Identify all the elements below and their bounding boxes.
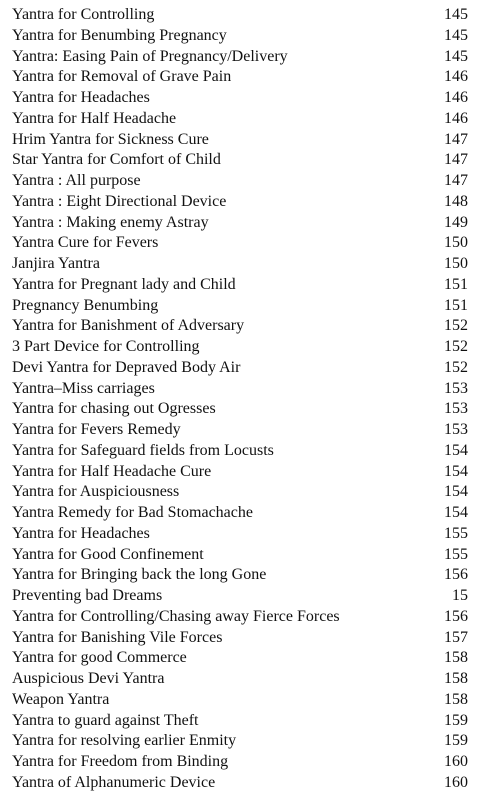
entry-title: Yantra : Eight Directional Device xyxy=(12,192,227,210)
entry-page-number: 145 xyxy=(444,6,468,23)
entry-page-number: 156 xyxy=(444,607,468,625)
toc-entry xyxy=(12,441,468,462)
entry-page-number: 147 xyxy=(444,130,468,148)
entry-title: Yantra for Headaches xyxy=(12,524,150,542)
toc-entry xyxy=(12,213,468,234)
toc-entry xyxy=(12,316,468,337)
toc-entry xyxy=(12,586,468,607)
toc-entry xyxy=(12,379,468,400)
toc-entry xyxy=(12,275,468,296)
entry-page-number: 147 xyxy=(444,172,468,189)
toc-entry xyxy=(12,337,468,358)
entry-page-number: 151 xyxy=(444,275,468,293)
entry-page-number: 154 xyxy=(444,441,468,459)
entry-title: Yantra of Alphanumeric Device xyxy=(12,773,216,791)
toc-entry xyxy=(12,669,468,690)
toc-entry xyxy=(12,607,468,628)
entry-title: Yantra for Half Headache Cure xyxy=(12,462,212,480)
entry-page-number: 154 xyxy=(444,462,468,480)
toc-entry xyxy=(12,462,468,483)
entry-title: Yantra to guard against Theft xyxy=(12,711,199,729)
entry-page-number: 155 xyxy=(444,545,468,563)
entry-page-number: 147 xyxy=(444,151,468,169)
entry-page-number: 159 xyxy=(444,711,468,729)
entry-page-number: 152 xyxy=(444,338,468,355)
entry-title: Yantra for Good Confinement xyxy=(12,545,204,563)
toc-entry xyxy=(12,26,468,47)
entry-page-number: 153 xyxy=(444,379,468,397)
entry-title: Yantra for Freedom from Binding xyxy=(12,753,229,770)
entry-page-number: 156 xyxy=(444,566,468,584)
entry-page-number: 153 xyxy=(444,421,468,438)
entry-page-number: 158 xyxy=(444,690,468,708)
entry-page-number: 15 xyxy=(452,587,468,604)
toc-entry xyxy=(12,503,468,524)
entry-title: Yantra for Banishment of Adversary xyxy=(12,317,245,335)
entry-title: Yantra for Bringing back the long Gone xyxy=(12,566,267,584)
entry-page-number: 158 xyxy=(444,670,468,687)
toc-entry xyxy=(12,254,468,275)
entry-title: Yantra for good Commerce xyxy=(12,649,187,667)
entry-title: Weapon Yantra xyxy=(12,690,110,708)
entry-page-number: 159 xyxy=(444,732,468,750)
toc-entry xyxy=(12,565,468,586)
toc-entry xyxy=(12,88,468,109)
toc-entry xyxy=(12,482,468,503)
toc-entry xyxy=(12,545,468,566)
entry-page-number: 160 xyxy=(444,753,468,770)
toc-entry xyxy=(12,690,468,711)
entry-page-number: 154 xyxy=(444,483,468,501)
entry-page-number: 155 xyxy=(444,524,468,542)
entry-page-number: 146 xyxy=(444,89,468,106)
toc-entry xyxy=(12,47,468,68)
toc-entry xyxy=(12,192,468,213)
entry-title: Yantra for Pregnant lady and Child xyxy=(12,275,236,293)
entry-title: Preventing bad Dreams xyxy=(12,587,163,604)
entry-title: Hrim Yantra for Sickness Cure xyxy=(12,130,209,148)
entry-title: Yantra Remedy for Bad Stomachache xyxy=(12,504,253,521)
toc-entry xyxy=(12,233,468,254)
toc-entry xyxy=(12,399,468,420)
table-of-contents xyxy=(12,5,468,794)
entry-page-number: 146 xyxy=(444,109,468,127)
entry-title: Devi Yantra for Depraved Body Air xyxy=(12,358,241,376)
entry-title: Yantra for chasing out Ogresses xyxy=(12,400,216,418)
entry-title: Yantra: Easing Pain of Pregnancy/Delivery xyxy=(12,47,288,65)
entry-page-number: 150 xyxy=(444,234,468,252)
entry-page-number: 158 xyxy=(444,649,468,667)
entry-title: Yantra for Half Headache xyxy=(12,109,177,127)
toc-entry xyxy=(12,628,468,649)
entry-title: Yantra for Auspiciousness xyxy=(12,483,180,501)
entry-title: Yantra : Making enemy Astray xyxy=(12,213,209,231)
entry-title: Yantra Cure for Fevers xyxy=(12,234,159,252)
toc-entry xyxy=(12,711,468,732)
toc-entry xyxy=(12,109,468,130)
toc-entry xyxy=(12,524,468,545)
entry-page-number: 153 xyxy=(444,400,468,418)
entry-title: Pregnancy Benumbing xyxy=(12,296,159,314)
toc-entry xyxy=(12,731,468,752)
entry-page-number: 145 xyxy=(444,47,468,65)
toc-entry xyxy=(12,752,468,773)
entry-page-number: 151 xyxy=(444,296,468,314)
toc-entry xyxy=(12,420,468,441)
entry-title: Yantra–Miss carriages xyxy=(12,379,155,397)
toc-entry xyxy=(12,67,468,88)
entry-title: Yantra for Controlling xyxy=(12,6,155,23)
entry-title: 3 Part Device for Controlling xyxy=(12,338,200,355)
entry-page-number: 154 xyxy=(444,504,468,521)
entry-title: Janjira Yantra xyxy=(12,255,100,272)
toc-entry xyxy=(12,5,468,26)
toc-entry xyxy=(12,150,468,171)
entry-title: Yantra for Headaches xyxy=(12,89,150,106)
toc-entry xyxy=(12,358,468,379)
entry-page-number: 148 xyxy=(444,192,468,210)
toc-entry xyxy=(12,130,468,151)
toc-entry xyxy=(12,773,468,794)
entry-title: Yantra for Benumbing Pregnancy xyxy=(12,26,227,44)
entry-title: Auspicious Devi Yantra xyxy=(12,670,165,687)
toc-entry xyxy=(12,296,468,317)
entry-title: Yantra : All purpose xyxy=(12,172,141,189)
entry-title: Yantra for Safeguard fields from Locusts xyxy=(12,441,274,459)
entry-page-number: 160 xyxy=(444,773,468,791)
entry-title: Yantra for Removal of Grave Pain xyxy=(12,68,232,86)
entry-page-number: 157 xyxy=(444,628,468,646)
entry-title: Yantra for Controlling/Chasing away Fierce Forces xyxy=(12,607,340,625)
entry-title: Yantra for Fevers Remedy xyxy=(12,421,181,438)
entry-page-number: 150 xyxy=(444,255,468,272)
entry-page-number: 146 xyxy=(444,68,468,86)
toc-entry xyxy=(12,648,468,669)
entry-page-number: 152 xyxy=(444,358,468,376)
entry-page-number: 145 xyxy=(444,26,468,44)
entry-title: Yantra for resolving earlier Enmity xyxy=(12,732,237,750)
entry-page-number: 152 xyxy=(444,317,468,335)
entry-title: Yantra for Banishing Vile Forces xyxy=(12,628,223,646)
toc-entry xyxy=(12,171,468,192)
entry-page-number: 149 xyxy=(444,213,468,231)
entry-title: Star Yantra for Comfort of Child xyxy=(12,151,221,169)
